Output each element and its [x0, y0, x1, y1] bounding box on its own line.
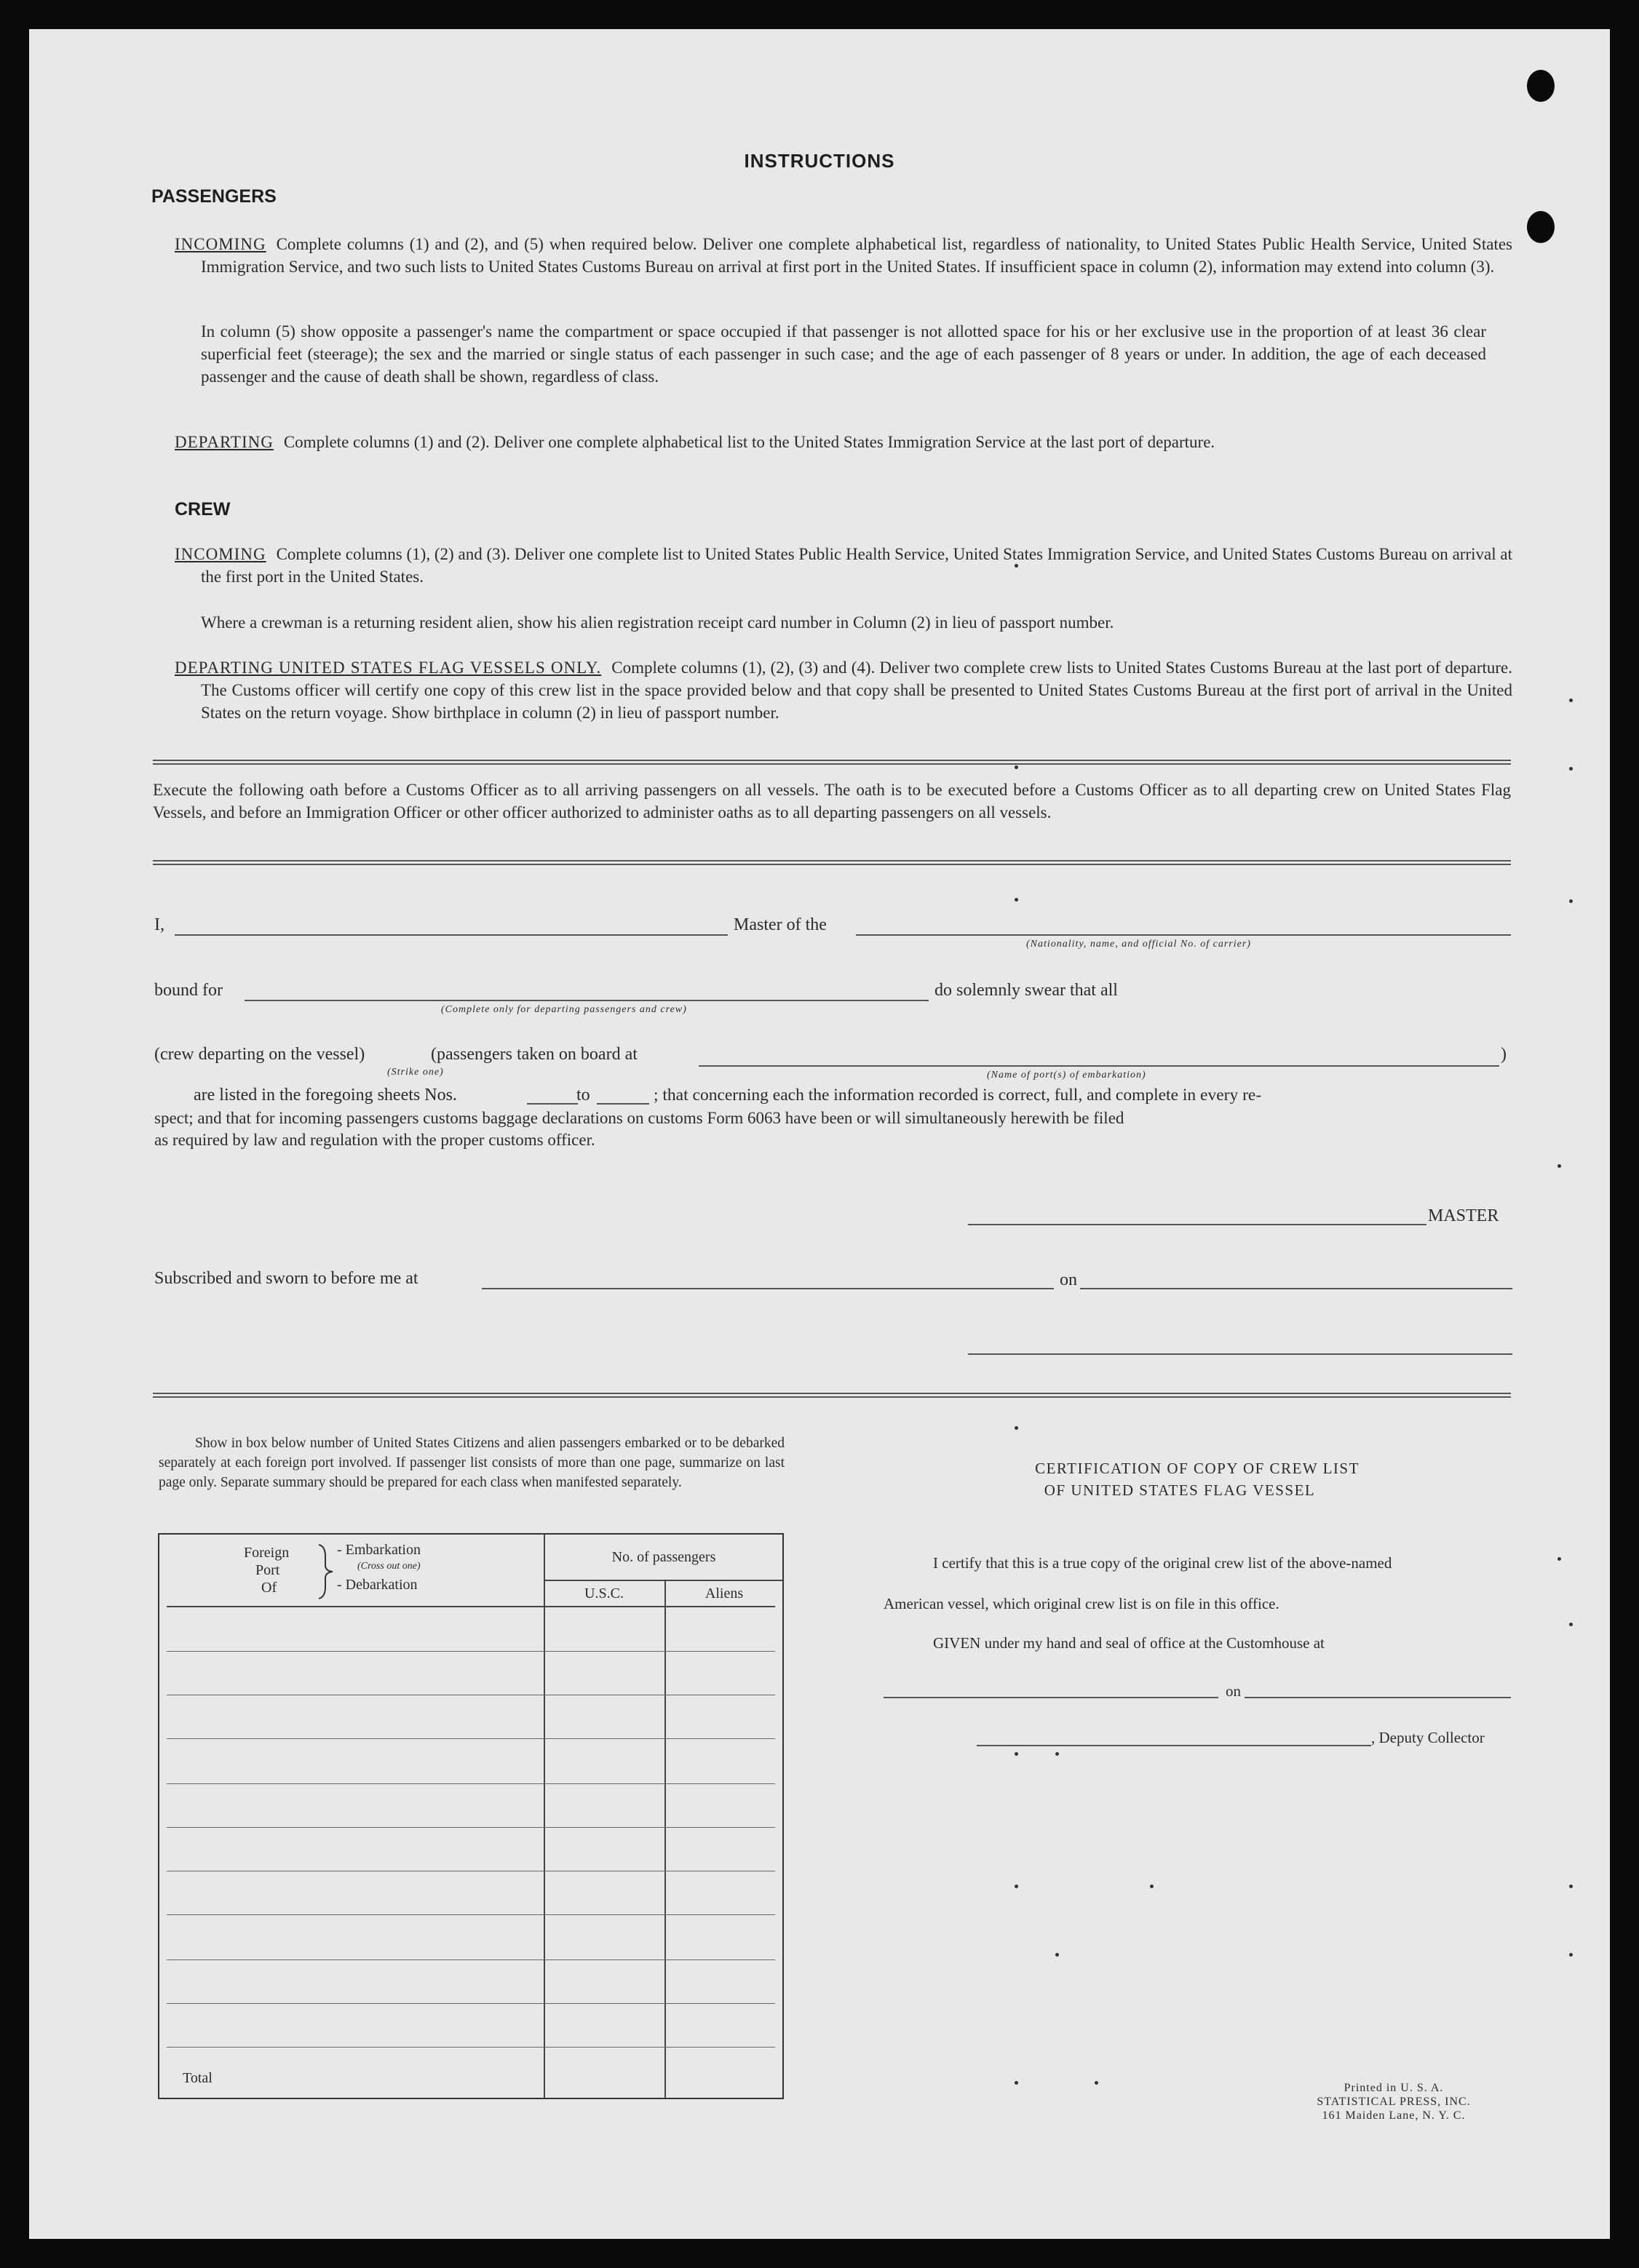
no-passengers-header: No. of passengers — [611, 1549, 716, 1565]
baggage-declaration-text: spect; and that for incoming passengers customs baggage declarations on customs Form 6063 have been or will simultaneously herewith be filed — [154, 1109, 1124, 1127]
debarkation-option[interactable]: - Debarkation — [337, 1577, 418, 1593]
carrier-field[interactable] — [856, 934, 1511, 936]
table-row[interactable] — [167, 1959, 775, 1960]
scan-speck — [1055, 1752, 1059, 1756]
bound-caption: (Complete only for departing passengers and crew) — [441, 1004, 687, 1015]
scan-speck — [1569, 699, 1573, 702]
scan-speck — [1569, 1623, 1573, 1626]
printer-name: STATISTICAL PRESS, INC. — [1317, 2096, 1471, 2108]
certification-date-field[interactable] — [1245, 1697, 1511, 1698]
deputy-collector-label: , Deputy Collector — [1371, 1729, 1485, 1746]
brace-icon — [317, 1543, 334, 1600]
foreign-label: Foreign — [244, 1545, 290, 1561]
certification-title: CERTIFICATION OF COPY OF CREW LIST — [1035, 1460, 1360, 1477]
passengers-heading: PASSENGERS — [151, 186, 277, 207]
table-row[interactable] — [167, 2047, 775, 2048]
scan-speck — [1095, 2081, 1098, 2085]
crew-departing-text: Complete columns (1), (2), (3) and (4). Deliver two complete crew lists to United States Customs Bureau at the last port of departure. The Customs officer will certify one copy of this crew list in the space provided below and that copy shall be presented to United States Customs Bureau at the first port of arrival in the United States on the return voyage. Show birthplace in column (2) in lieu of passport number. — [201, 658, 1512, 722]
punch-hole-icon — [1527, 211, 1555, 243]
scan-speck — [1569, 1953, 1573, 1957]
printer-imprint — [1266, 2081, 1521, 2122]
strike-one-caption: (Strike one) — [387, 1067, 444, 1078]
divider — [153, 760, 1511, 765]
certify-text: I certify that this is a true copy of the original crew list of the above-named — [933, 1554, 1392, 1572]
scan-speck — [1055, 1953, 1059, 1957]
scan-speck — [1569, 767, 1573, 771]
passengers-incoming-paragraph — [175, 233, 1512, 278]
usc-header: U.S.C. — [584, 1585, 624, 1601]
customhouse-field[interactable] — [884, 1697, 1218, 1698]
master-signature-field[interactable] — [968, 1224, 1426, 1225]
scan-speck — [1015, 564, 1018, 568]
sheet-to-field[interactable] — [597, 1103, 649, 1105]
passengers-departing-paragraph — [175, 431, 1512, 453]
close-paren: ) — [1501, 1045, 1507, 1064]
scan-speck — [1569, 899, 1573, 903]
bound-for-field[interactable] — [245, 1000, 929, 1001]
master-name-field[interactable] — [175, 934, 728, 936]
scan-speck — [1015, 1885, 1018, 1888]
port-of-embarkation-field[interactable] — [699, 1065, 1499, 1067]
crew-heading: CREW — [175, 499, 231, 520]
scan-speck — [1557, 1557, 1561, 1561]
carrier-caption: (Nationality, name, and official No. of carrier) — [1026, 939, 1251, 950]
printed-in-text: Printed in U. S. A. — [1344, 2082, 1444, 2094]
divider — [153, 1393, 1511, 1398]
port-label: Port — [255, 1562, 280, 1578]
information-text: ; that concerning each the information recorded is correct, full, and complete in every re- — [654, 1086, 1262, 1105]
table-row[interactable] — [167, 1914, 775, 1915]
of-label: Of — [261, 1580, 277, 1596]
document-page — [29, 29, 1610, 2239]
sworn-date-field[interactable] — [1080, 1288, 1512, 1289]
table-row[interactable] — [167, 1651, 775, 1652]
scan-speck — [1557, 1164, 1561, 1168]
scan-speck — [1015, 898, 1018, 902]
aliens-header: Aliens — [705, 1585, 744, 1601]
scan-speck — [1015, 765, 1018, 769]
crew-incoming-paragraph — [175, 543, 1512, 588]
oath-instructions: Execute the following oath before a Customs Officer as to all arriving passengers on all vessels. The oath is to be executed before a Customs Officer as to all departing crew on United States Flag Vessels, and before an Immigration Officer or other officer authorized to administer oaths as to all departing passengers on all vessels. — [153, 781, 1511, 821]
passenger-summary-table — [158, 1533, 784, 2099]
scan-speck — [1015, 1752, 1018, 1756]
table-row[interactable] — [167, 2003, 775, 2004]
scan-speck — [1150, 1885, 1154, 1888]
scan-speck — [1015, 2081, 1018, 2085]
deputy-collector-signature-field[interactable] — [977, 1745, 1371, 1746]
divider — [153, 860, 1511, 865]
officer-signature-field[interactable] — [968, 1353, 1512, 1355]
subscribed-label: Subscribed and sworn to before me at — [154, 1269, 418, 1288]
page-title: INSTRUCTIONS — [744, 150, 895, 172]
original-list-text: American vessel, which original crew list is on file in this office. — [884, 1595, 1279, 1612]
scan-speck — [1569, 1885, 1573, 1888]
oath-i-label: I, — [154, 915, 164, 934]
embarkation-option[interactable]: - Embarkation — [337, 1542, 421, 1558]
crew-incoming-label: INCOMING — [175, 545, 266, 563]
crew-departing-label: DEPARTING UNITED STATES FLAG VESSELS ONLY. — [175, 658, 602, 677]
bound-for-label: bound for — [154, 981, 223, 1000]
summary-instructions: Show in box below number of United States Citizens and alien passengers embarked or to be debarked separately at each foreign port involved. If passenger list consists of more than one page, summarize on last page only. Separate summary should be prepared for each class when manifested separately. — [159, 1436, 785, 1490]
on-label: on — [1060, 1270, 1077, 1289]
master-of-the-label: Master of the — [734, 915, 827, 934]
crew-resident-paragraph: Where a crewman is a returning resident alien, show his alien registration receipt card number in Column (2) in lieu of passport number. — [201, 613, 1114, 632]
regulation-text: as required by law and regulation with the proper customs officer. — [154, 1131, 595, 1149]
passengers-departing-text: Complete columns (1) and (2). Deliver one complete alphabetical list to the United States Immigration Service at the last port of departure. — [283, 433, 1215, 451]
cross-out-caption: (Cross out one) — [357, 1561, 421, 1572]
sheet-from-field[interactable] — [527, 1103, 578, 1105]
departing-label: DEPARTING — [175, 433, 274, 451]
port-caption: (Name of port(s) of embarkation) — [987, 1070, 1146, 1081]
crew-departing-option[interactable]: (crew departing on the vessel) — [154, 1045, 365, 1064]
certification-subtitle: OF UNITED STATES FLAG VESSEL — [1044, 1481, 1316, 1499]
sheets-from-text: are listed in the foregoing sheets Nos. — [194, 1086, 457, 1105]
printer-address: 161 Maiden Lane, N. Y. C. — [1322, 2109, 1466, 2122]
crew-incoming-text: Complete columns (1), (2) and (3). Deliver one complete list to United States Public Health Service, United States Immigration Service, and United States Customs Bureau on arrival at the first port in the United States. — [201, 545, 1512, 586]
certification-on-label: on — [1226, 1682, 1241, 1700]
passengers-incoming-text: Complete columns (1) and (2), and (5) when required below. Deliver one complete alphabetical list, regardless of nationality, to United States Public Health Service, United States Immigration Service, and two such lists to United States Customs Bureau on arrival at first port in the United States. If insufficient space in column (2), information may extend into column (3). — [201, 235, 1512, 276]
crew-departing-paragraph — [175, 656, 1512, 724]
passengers-taken-option[interactable]: (passengers taken on board at — [431, 1045, 638, 1064]
scan-speck — [1015, 1426, 1018, 1430]
given-text: GIVEN under my hand and seal of office at the Customhouse at — [933, 1634, 1325, 1652]
total-label: Total — [183, 2070, 213, 2086]
table-row[interactable] — [167, 1783, 775, 1784]
incoming-label: INCOMING — [175, 235, 266, 253]
sworn-place-field[interactable] — [482, 1288, 1054, 1289]
master-label: MASTER — [1428, 1206, 1499, 1225]
table-row[interactable] — [167, 1827, 775, 1828]
solemnly-swear-text: do solemnly swear that all — [934, 981, 1118, 1000]
punch-hole-icon — [1527, 70, 1555, 102]
sheets-to-text: to — [576, 1086, 590, 1105]
column5-paragraph: In column (5) show opposite a passenger's name the compartment or space occupied if that passenger is not allotted space for his or her exclusive use in the proportion of at least 36 clear superficial feet (steerage); the sex and the married or single status of each passenger in such case; and the age of each passenger of 8 years or under. In addition, the age of each deceased passenger and the cause of death shall be shown, regardless of class. — [201, 322, 1486, 386]
table-row[interactable] — [167, 1738, 775, 1739]
